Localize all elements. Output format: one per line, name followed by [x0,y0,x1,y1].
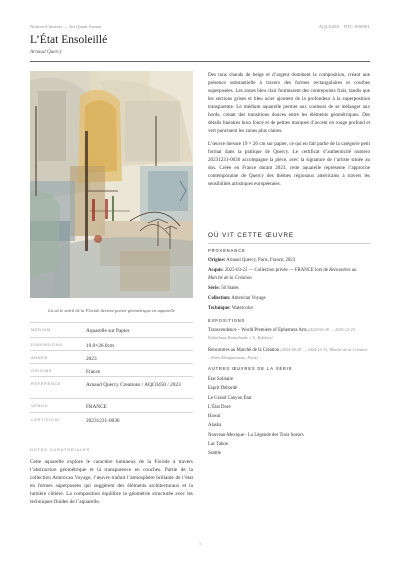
header-divider [30,61,370,62]
meta-row-certificate [30,412,193,433]
meta-row-dimensions [30,337,193,350]
meta-key: MÉDIUM [31,327,51,332]
series-work-item: Nouveau-Mexique - La Légende des Trois Soeurs [208,432,304,438]
artwork-description [208,71,370,193]
curatorial-notes: Cette aquarelle explore le caractère lumineux de la Floride à travers l’abstraction géométrique et la transparence en couches. Partie de la collection American Voyage, l’œuvre traduit l’atmosphère brillante de l’état en formes superposées qui suggèrent des éléments architecturaux et la lumière côtière. La composition équilibre la géométrie structurée avec les techniques fluides de l’aquarelle. [30,459,193,506]
artist-name: Arnaud Quercy [30,49,62,55]
meta-key: VENDU [31,403,49,408]
meta-value: Aquarelle sur Papier [86,328,130,334]
meta-key: ORIGINE [31,368,53,373]
reference-code: AQC0450 · NTC-000001 [318,24,370,29]
provenance-series: Série: 50 States [208,285,239,291]
provenance-technique: Technique: Watercolor [208,306,254,312]
meta-row-origin [30,363,193,376]
breadcrumb: Notices d’œuvres — Art Quant Aroma [30,24,102,29]
series-work-item: Seattle [208,451,222,457]
page-number: 1 [198,541,202,546]
curatorial-heading: NOTES CURATORIALES [30,447,91,452]
meta-value: FRANCE [86,404,107,410]
series-works-heading: AUTRES ŒUVRES DE LA SÉRIE [208,366,293,371]
series-work-item: Lac Tahoe [208,442,228,448]
exposition-item: Rencontres au Marché de la Création (2024-06-29 → 2024-12-31, Marché de la Création – Paris Montparnasse, Paris) [208,347,368,360]
meta-value: France [86,369,101,375]
series-works-section [208,366,370,459]
meta-key: DIMENSIONS [31,342,63,347]
series-work-item: Alaska [208,423,222,429]
provenance-section [208,248,370,316]
series-work-item: État Solitaire [208,377,234,382]
series-work-item: L’État Doré [208,404,231,410]
exposition-item: Transcendence – World Premiere of Ephemera Arts (2024-06-29 → 2025-12-23, Kulturhaus Kaiserlnahe e.V., Koblenz) [208,327,356,340]
description-paragraph: L’œuvre mesure 19 × 26 cm sur papier, ce qui en fait partie de la catégorie petit format dans la pratique de Quercy. Le certificat d’authenticité numéro 20231231-0036 accompagne la pièce, avec la signature de l’artiste située au dos. Créée en France durant 2023, cette aquarelle représente l’approche contemporaine de Quercy des thèmes régionaux américains à travers les sensibilités artistiques européennes. [208,141,370,187]
artwork-watercolor [30,71,193,298]
meta-value: 19.0×26.0cm [86,343,114,349]
meta-row-reference [30,376,193,398]
meta-row-medium [30,322,193,337]
meta-value: 2023 [86,356,97,362]
description-paragraph: Des tons chauds de beige et d’argent dominent la composition, créant une présence substantielle à travers des formes rectangulaires et courbes superposées. Les zones bleu clair fournissent des contrepoints frais, tandis que les sections grises et bleu acier ajoutent de la profondeur à la superposition transparente. Le médium aquarelle permet aux couleurs de se mélanger aux bords, créant des transitions douces entre les éléments géométriques. Des détails linéaires brun foncé et de petites marques d’accent en rouge profond et vert ponctuent les zones plus claires. [208,72,370,134]
where-heading: OÙ VIT CETTE ŒUVRE [208,232,295,239]
expositions-section [208,318,370,367]
meta-key: CERTIFICAT [31,417,61,422]
header-line [30,24,370,32]
where-divider [208,243,370,244]
meta-row-year [30,350,193,363]
expositions-heading: EXPOSITIONS [208,318,246,323]
artwork-image [30,71,193,298]
series-work-item: Le Grand Canyon État [208,395,252,401]
provenance-collection: Collection: American Voyage [208,296,266,302]
provenance-heading: PROVENANCE [208,248,246,253]
meta-value: Arnaud Quercy Creations / AQC0450 / 2023 [86,382,181,388]
meta-value: 20231231-0036 [86,418,120,424]
image-caption: Là où le soleil de la Floride devient poésie géométrique en aquarelle [48,308,175,313]
series-work-item: Hawaï [208,414,221,420]
artwork-metadata [30,322,193,433]
meta-key: RÉFÉRENCE [31,381,62,386]
provenance-origin: Origine: Arnaud Quercy, Paris, France, 2023 [208,258,296,263]
meta-key: ANNÉE [31,355,48,360]
artwork-title: L’État Ensoleillé [30,34,108,46]
provenance-acquired: Acquis: 2025-03-23 — Collection privée — FRANCE lors de Rencontres au Marché de la Création [208,268,357,281]
meta-row-sold [30,398,193,412]
series-work-item: Esprit Debordé [208,386,238,392]
